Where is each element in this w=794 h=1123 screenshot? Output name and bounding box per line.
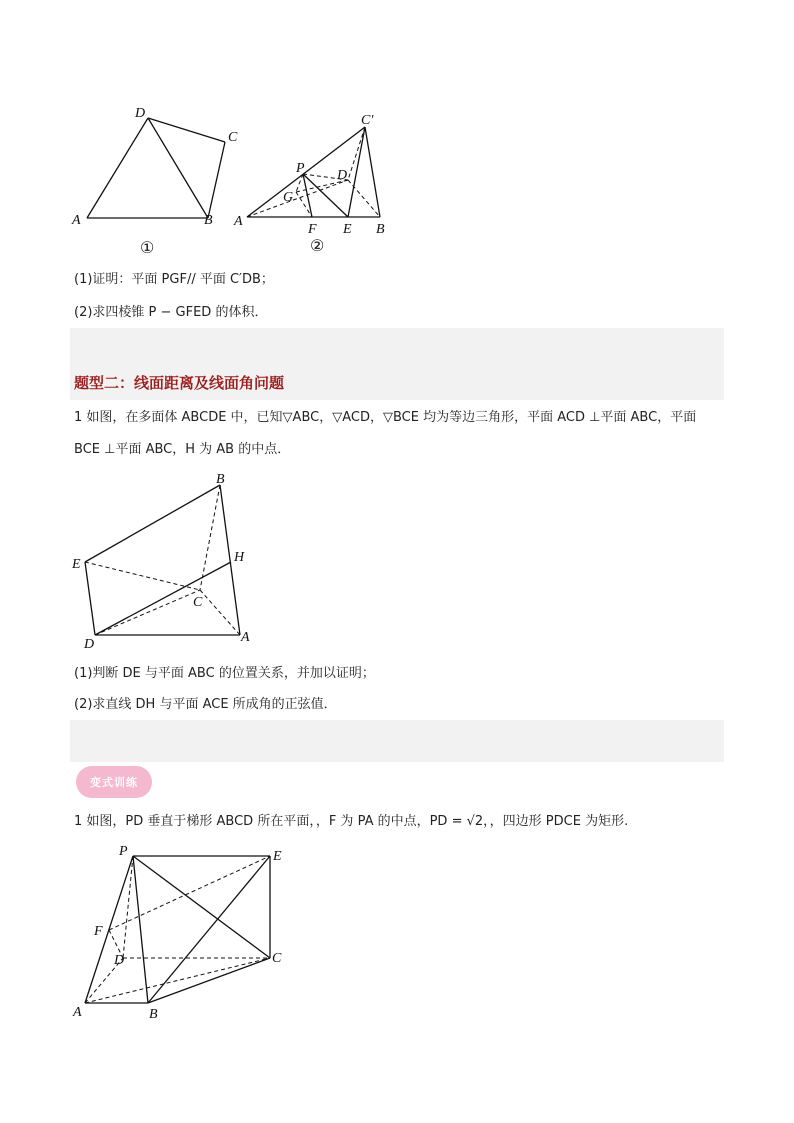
practice-badge: 变式训练 xyxy=(76,766,152,798)
figure-4-solid xyxy=(60,838,310,1028)
fig4-label-f: F xyxy=(94,924,103,939)
gray-band-middle xyxy=(70,720,724,762)
fig2-label-a: A xyxy=(234,214,243,229)
problem2-line-1: 1 如图，在多面体 ABCDE 中，已知▽ABC，▽ACD，▽BCE 均为等边三角形，平面 ACD ⊥平面 ABC，平面 xyxy=(74,410,697,425)
section-header-band xyxy=(70,358,724,400)
problem2-question-1: (1)判断 DE 与平面 ABC 的位置关系，并加以证明； xyxy=(74,666,375,681)
section-title: 题型二：线面距离及线面角问题 xyxy=(74,374,285,392)
fig4-label-c: C xyxy=(272,951,282,966)
fig3-label-d: D xyxy=(84,637,95,652)
problem1-question-2: (2)求四棱锥 P − GFED 的体积． xyxy=(74,305,268,320)
fig4-label-a: A xyxy=(73,1005,82,1020)
fig3-label-h: H xyxy=(234,550,245,565)
fig3-label-b: B xyxy=(216,472,225,487)
fig4-label-e: E xyxy=(273,849,282,864)
fig4-label-p: P xyxy=(119,844,128,859)
fig2-label-p: P xyxy=(296,161,305,176)
fig1-caption: ① xyxy=(140,240,155,257)
fig2-label-f: F xyxy=(308,222,317,237)
fig1-label-d: D xyxy=(135,106,146,121)
practice-line-1: 1 如图，PD 垂直于梯形 ABCD 所在平面，，F 为 PA 的中点，PD = √2，，四边形 PDCE 为矩形. xyxy=(74,814,629,829)
figure-3-polyhedron xyxy=(60,465,270,655)
fig1-label-b: B xyxy=(204,213,213,228)
problem2-line-2: BCE ⊥平面 ABC，H 为 AB 的中点． xyxy=(74,442,291,457)
fig3-label-c: C xyxy=(193,595,203,610)
fig2-label-e: E xyxy=(343,222,352,237)
fig1-label-c: C xyxy=(228,130,238,145)
fig2-label-g: G xyxy=(283,190,294,205)
fig2-caption: ② xyxy=(310,238,325,255)
fig3-label-e: E xyxy=(72,557,81,572)
fig2-label-c-prime: C′ xyxy=(361,113,374,128)
fig1-label-a: A xyxy=(72,213,81,228)
problem2-question-2: (2)求直线 DH 与平面 ACE 所成角的正弦值． xyxy=(74,697,337,712)
fig4-label-d: D xyxy=(114,953,125,968)
fig3-label-a: A xyxy=(241,630,250,645)
fig2-label-d: D xyxy=(337,168,348,183)
figure-2-folded-pyramid xyxy=(230,105,400,255)
fig4-label-b: B xyxy=(149,1007,158,1022)
problem1-question-1: (1)证明：平面 PGF// 平面 C′DB； xyxy=(74,272,274,287)
gray-band-top xyxy=(70,328,724,358)
fig2-label-b: B xyxy=(376,222,385,237)
